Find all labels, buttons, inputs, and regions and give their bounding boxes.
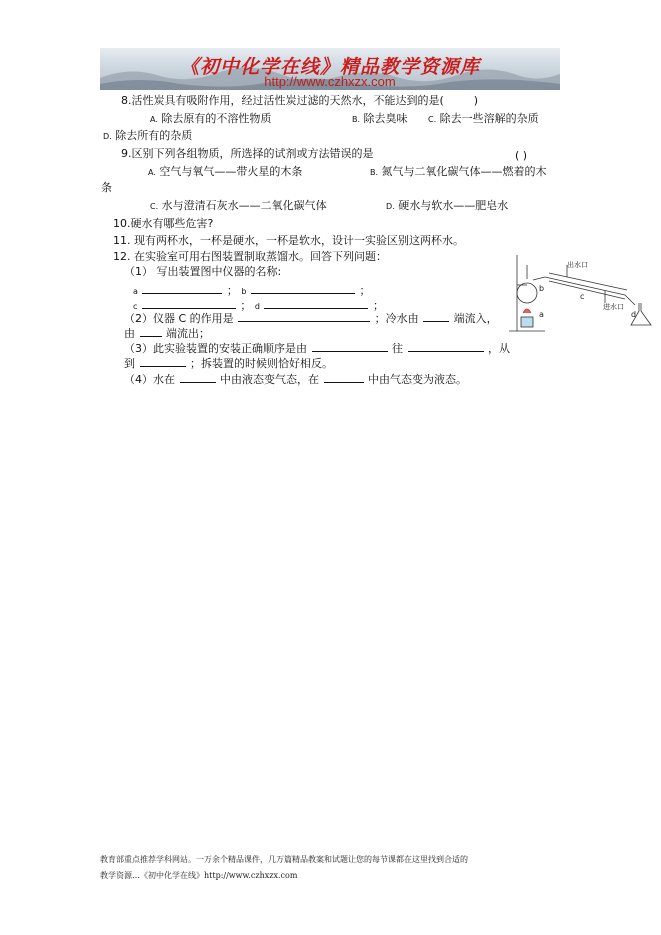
label-b: b xyxy=(539,284,545,293)
page-footer xyxy=(100,852,570,884)
footer-line-1: 教育部重点推荐学科网站。一万余个精品课件，几万篇精品教案和试题让您的每节课都在这里找到合适的 xyxy=(100,855,468,864)
question-12-part-3 xyxy=(124,340,510,356)
part-text: 往 xyxy=(392,342,403,355)
answer-blank[interactable] xyxy=(142,282,222,294)
part-text: 中由气态变为液态。 xyxy=(368,373,467,386)
part-text: ，从 xyxy=(488,342,510,355)
instrument-label-d: d xyxy=(254,302,260,311)
part-text: 端流出； xyxy=(166,327,210,340)
question-9-option-c[interactable] xyxy=(150,199,327,214)
option-letter: B. xyxy=(370,168,379,177)
option-text: 除去所有的杂质 xyxy=(115,129,193,142)
question-8-text: 8.活性炭具有吸附作用，经过活性炭过滤的天然水，不能达到的是( xyxy=(121,94,444,107)
question-12-part-1: （1） 写出装置图中仪器的名称: xyxy=(124,265,282,278)
question-8-option-d[interactable] xyxy=(103,129,192,144)
question-8-option-a[interactable] xyxy=(150,112,271,127)
instrument-label-b: b xyxy=(241,287,247,296)
answer-blank[interactable] xyxy=(264,297,368,309)
option-text: 除去一些溶解的杂质 xyxy=(439,112,539,125)
answer-paren: ( ) xyxy=(515,149,528,162)
option-letter: A. xyxy=(148,168,156,177)
question-10: 10.硬水有哪些危害? xyxy=(113,217,214,230)
option-text: 水与澄清石灰水——二氧化碳气体 xyxy=(161,199,327,212)
answer-blank[interactable] xyxy=(140,325,162,337)
question-9-option-b[interactable] xyxy=(370,165,547,180)
question-12-part-4 xyxy=(124,371,467,387)
part-text: 端流入， xyxy=(453,312,498,325)
distillation-apparatus-diagram xyxy=(505,255,655,335)
answer-paren: ) xyxy=(473,94,479,107)
question-9-stem: 9.区别下列各组物质，所选择的试剂或方法错误的是 xyxy=(121,147,374,160)
answer-blank[interactable] xyxy=(423,310,449,322)
answer-blank[interactable] xyxy=(180,371,216,383)
part-text: 到 xyxy=(124,357,135,370)
option-text: 空气与氧气——带火星的木条 xyxy=(159,165,303,178)
instrument-label-c: c xyxy=(133,302,138,311)
question-8-option-c[interactable] xyxy=(428,112,539,127)
part-text: （3）此实验装置的安装正确顺序是由 xyxy=(124,342,307,355)
option-text: 硬水与软水——肥皂水 xyxy=(398,199,509,212)
question-8-stem xyxy=(121,94,478,108)
option-letter: A. xyxy=(150,115,158,124)
question-12-part-2 xyxy=(124,310,498,326)
option-text: 除去原有的不溶性物质 xyxy=(161,112,272,125)
answer-blank[interactable] xyxy=(324,371,364,383)
question-9-option-d[interactable] xyxy=(386,199,508,214)
label-c: c xyxy=(580,292,585,301)
part-text: 由 xyxy=(124,327,135,340)
option-letter: D. xyxy=(103,132,112,141)
option-letter: B. xyxy=(352,115,361,124)
answer-blank[interactable] xyxy=(408,340,484,352)
alcohol-lamp-icon xyxy=(521,309,533,327)
label-a: a xyxy=(539,310,544,319)
condenser-tube-icon xyxy=(545,265,627,303)
option-letter: C. xyxy=(428,115,437,124)
inlet-label: 进水口 xyxy=(603,303,624,311)
part-text: （2）仪器 C 的作用是 xyxy=(124,312,234,325)
answer-blank[interactable] xyxy=(312,340,388,352)
answer-blank[interactable] xyxy=(140,355,186,367)
outlet-label: 出水口 xyxy=(567,261,588,269)
conical-flask-icon xyxy=(625,295,651,325)
part-text: 中由液态变气态，在 xyxy=(220,373,319,386)
question-11: 11. 现有两杯水，一杯是硬水，一杯是软水，设计一实验区别这两杯水。 xyxy=(113,234,464,247)
banner-url-link[interactable]: http://www.czhxzx.com xyxy=(264,74,396,89)
answer-blank[interactable] xyxy=(251,282,355,294)
answer-blank[interactable] xyxy=(238,310,370,322)
part-text: ；冷水由 xyxy=(374,312,419,325)
question-8-option-b[interactable] xyxy=(352,112,408,127)
separator: ； xyxy=(372,299,384,312)
option-letter: D. xyxy=(386,202,395,211)
option-text: 除去臭味 xyxy=(363,112,408,125)
question-12-stem: 12. 在实验室可用右图装置制取蒸馏水。回答下列问题： xyxy=(113,250,387,263)
question-9-option-b-continued: 条 xyxy=(101,181,112,194)
instrument-label-a: a xyxy=(133,287,138,296)
answer-blank[interactable] xyxy=(142,297,236,309)
question-12-part-2-line-2 xyxy=(124,325,210,341)
label-d: d xyxy=(631,310,637,319)
header-banner xyxy=(100,48,560,90)
part-text: （4）水在 xyxy=(124,373,175,386)
option-letter: C. xyxy=(150,202,159,211)
separator: ； xyxy=(359,284,371,297)
banner-title: 《初中化学在线》精品教学资源库 xyxy=(179,56,480,78)
option-text: 氮气与二氧化碳气体——燃着的木 xyxy=(381,165,547,178)
footer-line-2[interactable]: 教学资源…《初中化学在线》http://www.czhxzx.com xyxy=(100,871,298,880)
question-9-option-a[interactable] xyxy=(148,165,302,180)
separator: ； xyxy=(240,299,252,312)
part-text: ；拆装置的时候则恰好相反。 xyxy=(190,357,333,370)
question-12-part-3-line-2 xyxy=(124,355,333,371)
separator: ； xyxy=(226,284,238,297)
